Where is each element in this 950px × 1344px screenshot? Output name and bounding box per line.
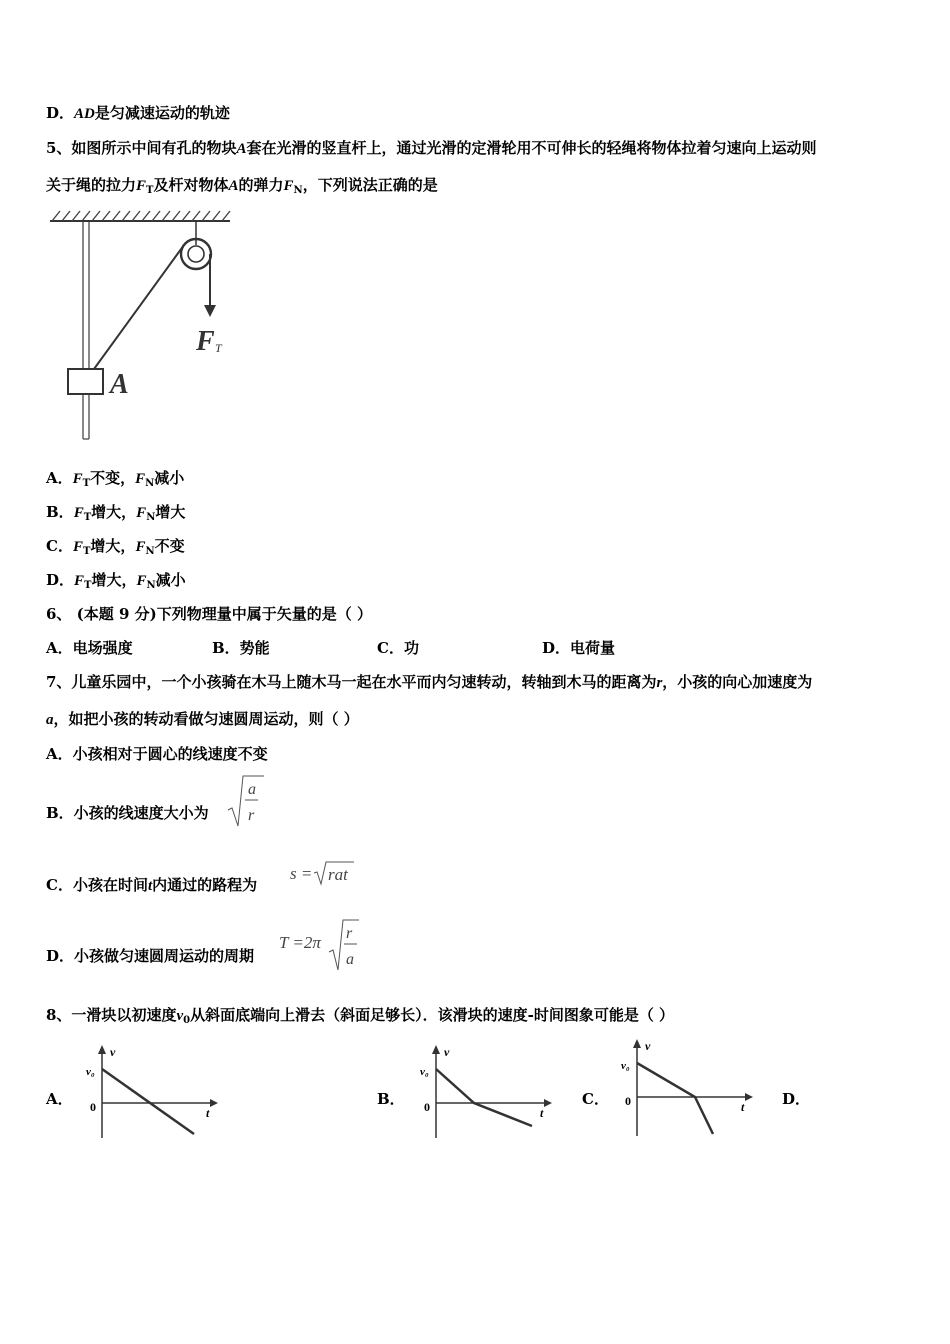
q6-option-a: A．电场强度 [46,639,133,657]
option-text: 是匀减速运动的轨迹 [94,104,230,122]
ft-subscript: T [146,185,154,196]
ft-subscript: T [82,478,91,489]
q8-option-c-label: C． [582,1090,609,1108]
q7-option-b-formula [226,774,266,830]
q6-option-c: C．功 [377,639,419,657]
t-axis-label: t [540,1106,544,1120]
origin-label: 0 [90,1100,96,1114]
q5-pulley-figure [46,205,246,445]
q4-option-d [46,102,230,123]
q7-stem-line2 [46,708,359,729]
option-label: B． [46,503,74,521]
ft-change: 不变， [90,469,136,487]
v0-tick-label: v₀ [420,1066,429,1078]
q5-option-d [46,569,186,591]
fn-change: 减小 [155,571,186,589]
ft-change: 增大， [91,503,137,521]
fn-change: 增大 [155,503,186,521]
fn-symbol: F [136,573,147,589]
fn-subscript: N [146,512,156,523]
fn-change: 不变 [154,537,185,555]
stem-text: 8、一滑块以初速度 [46,1006,177,1024]
fn-subscript: N [145,478,155,489]
fn-subscript: N [146,580,156,591]
v0-symbol: v [176,1008,184,1024]
q5-option-c [46,535,185,557]
variable-a: A [236,141,247,157]
option-text: D．小孩做匀速圆周运动的周期 [46,947,255,965]
radicand: rat [328,865,348,884]
fraction-denominator: a [346,951,354,968]
stem-text: 套在光滑的竖直杆上，通过光滑的定滑轮用不可伸长的轻绳将物体拉着匀速向上运动则 [246,139,817,157]
v0-tick-label: v₀ [621,1060,630,1072]
q8-stem [46,1004,674,1026]
velocity-line [436,1069,532,1126]
stem-text: ，下列说法正确的是 [302,176,438,194]
ft-subscript: T [84,580,92,591]
fraction-denominator: r [248,807,255,824]
stem-text: ，小孩的向心加速度为 [662,673,813,691]
formula-lhs: s = [290,864,313,883]
variable-r: r [656,675,663,691]
fraction-numerator: a [248,781,256,798]
force-label-sub: T [215,341,222,355]
velocity-line [102,1069,194,1134]
fraction-numerator: r [346,925,353,942]
v0-subscript: 0 [183,1015,191,1026]
q7-option-d-formula [277,914,367,974]
ft-symbol: F [136,178,147,194]
v-axis-label: v [110,1045,116,1059]
q7-option-a: A．小孩相对于圆心的线速度不变 [46,745,268,763]
q8-option-a-label: A． [46,1090,73,1108]
ft-symbol: F [73,505,84,521]
fn-subscript: N [293,185,303,196]
stem-text: 及杆对物体 [153,176,229,194]
ft-change: 增大， [91,571,137,589]
q7-option-c [46,874,257,895]
formula-lhs: T =2π [279,933,321,952]
q5-option-a [46,467,184,489]
q7-stem-line1 [46,671,812,692]
v-axis-label: v [645,1039,651,1053]
q7-option-c-formula [288,858,358,888]
q6-option-d: D．电荷量 [542,639,616,657]
ft-change: 增大， [90,537,136,555]
ft-symbol: F [72,471,83,487]
origin-label: 0 [424,1100,430,1114]
stem-text: 从斜面底端向上滑去（斜面足够长）．该滑块的速度-时间图象可能是（ ） [190,1006,675,1024]
fn-symbol: F [135,539,146,555]
force-label: F [196,326,215,357]
q8-graph-b [416,1042,556,1142]
q5-stem-line1 [46,137,816,158]
ft-subscript: T [82,546,91,557]
vertical-rod [83,222,89,439]
variable-a: a [46,712,54,728]
rope [94,245,184,369]
variable-a: A [228,178,239,194]
t-axis-label: t [741,1100,745,1114]
fn-symbol: F [135,471,146,487]
q8-graph-a [82,1042,222,1142]
ft-symbol: F [74,573,85,589]
option-text: 内通过的路程为 [152,876,258,894]
q6-stem: 6、 (本题 9 分)下列物理量中属于矢量的是（ ） [46,605,372,623]
option-label: D． [46,571,75,589]
fn-subscript: N [145,546,155,557]
q8-option-d-label: D． [782,1090,811,1108]
variable-ad: AD [74,106,95,122]
fn-symbol: F [136,505,147,521]
q5-stem-line2 [46,174,438,196]
stem-text: 关于绳的拉力 [46,176,137,194]
block-a [68,369,103,394]
option-label: D． [46,104,75,122]
velocity-line [637,1063,713,1134]
option-text: B．小孩的线速度大小为 [46,804,209,822]
variable-t: t [147,878,153,894]
fn-symbol: F [283,178,294,194]
ft-symbol: F [72,539,83,555]
option-label: A． [46,469,73,487]
v0-tick-label: v₀ [86,1066,95,1078]
origin-label: 0 [625,1094,631,1108]
force-arrow [204,254,216,317]
option-text: C．小孩在时间 [46,876,148,894]
stem-text: 5、如图所示中间有孔的物块 [46,139,237,157]
t-axis-label: t [206,1106,210,1120]
option-label: C． [46,537,73,555]
fn-change: 减小 [154,469,185,487]
q6-option-b: B．势能 [212,639,270,657]
ft-subscript: T [83,512,92,523]
q5-option-b [46,501,185,523]
q8-option-b-label: B． [377,1090,405,1108]
block-label: A [110,369,129,400]
q7-option-d [46,945,254,966]
stem-text: 的弹力 [238,176,284,194]
ceiling [50,211,230,221]
stem-text: 7、儿童乐园中，一个小孩骑在木马上随木马一起在水平而内匀速转动，转轴到木马的距离为 [46,673,657,691]
stem-text: ，如把小孩的转动看做匀速圆周运动，则（ ） [53,710,359,728]
q8-graph-c [617,1036,757,1140]
q7-option-b [46,802,209,823]
v-axis-label: v [444,1045,450,1059]
pulley [181,222,211,269]
